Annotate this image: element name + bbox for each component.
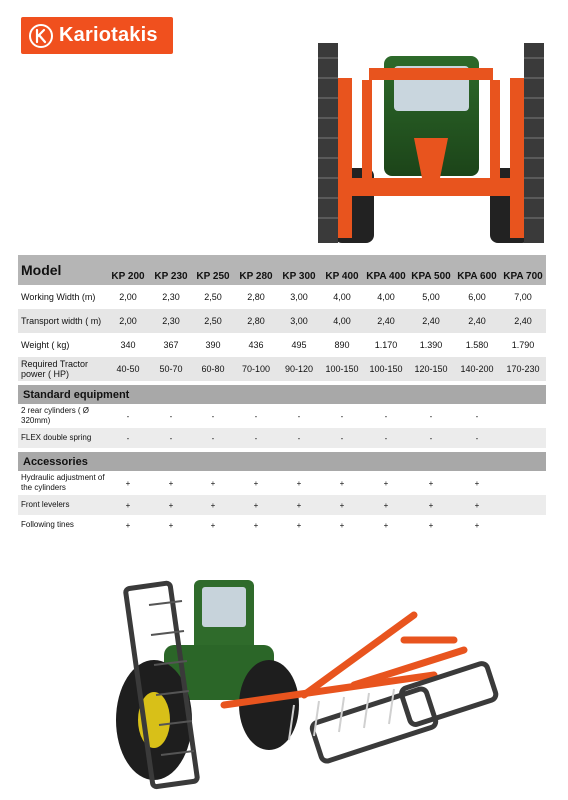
accessory-row-front-levelers: [18, 495, 546, 515]
spec-cell: 2,00: [119, 292, 137, 302]
spec-row-transport-width: [18, 309, 546, 333]
accessory-cell: +: [168, 520, 174, 530]
accessory-cell: +: [210, 478, 216, 488]
equipment-cell: -: [408, 428, 454, 448]
accessory-cell: +: [428, 478, 434, 488]
spec-cell: 2,40: [408, 309, 454, 333]
standard-equipment-header: [18, 385, 546, 404]
model-name: KP 250: [192, 255, 234, 285]
spec-cell: 100-150: [320, 357, 364, 381]
accessory-cell: +: [253, 478, 259, 488]
model-name: KPA 400: [364, 255, 408, 285]
equipment-cell: -: [320, 428, 364, 448]
equipment-cell: [500, 428, 546, 448]
spec-cell: 4,00: [333, 292, 351, 302]
spec-cell: 2,50: [204, 292, 222, 302]
spec-row-working-width: [18, 285, 546, 309]
accessory-cell: +: [364, 495, 408, 515]
spec-cell: 3,00: [290, 292, 308, 302]
accessory-row-following-tines: [18, 515, 546, 535]
spec-row-label: Transport width ( m): [18, 309, 106, 333]
accessory-row-hydraulic-adjustment: [18, 471, 546, 495]
spec-cell: 890: [334, 340, 350, 350]
accessory-row-label: Following tines: [21, 520, 74, 529]
equipment-cell: -: [278, 428, 320, 448]
spec-cell: 6,00: [468, 292, 486, 302]
spec-row-label: Required Tractor power ( HP): [18, 357, 106, 381]
equipment-cell: -: [126, 411, 130, 421]
accessory-cell: +: [296, 478, 302, 488]
spec-cell: 70-100: [234, 357, 278, 381]
accessory-cell: [500, 471, 546, 495]
spec-cell: 140-200: [454, 357, 500, 381]
spec-cell: 2,30: [162, 292, 180, 302]
spec-cell: 60-80: [192, 357, 234, 381]
spec-row-label: Weight ( kg): [21, 340, 70, 350]
equipment-cell: -: [234, 428, 278, 448]
equipment-cell: -: [340, 411, 344, 421]
spec-cell: 7,00: [514, 292, 532, 302]
spec-cell: 50-70: [150, 357, 192, 381]
spec-cell: 1.390: [419, 340, 443, 350]
equipment-cell: -: [297, 411, 301, 421]
spec-cell: 2,40: [500, 309, 546, 333]
spec-cell: 1.790: [511, 340, 535, 350]
model-header-row: [18, 255, 546, 285]
logo-emblem-icon: [29, 24, 53, 48]
spec-cell: 4,00: [377, 292, 395, 302]
equipment-cell: [500, 404, 546, 428]
accessory-cell: +: [125, 520, 131, 530]
spec-cell: 90-120: [278, 357, 320, 381]
spec-cell: 367: [163, 340, 179, 350]
spec-cell: 495: [291, 340, 307, 350]
accessory-cell: +: [296, 520, 302, 530]
spec-row-label: Working Width (m): [21, 292, 96, 302]
model-name: KP 300: [278, 255, 320, 285]
spec-cell: 340: [120, 340, 136, 350]
kariotakis-logo: [21, 17, 173, 54]
equipment-cell: -: [254, 411, 258, 421]
accessory-cell: +: [253, 520, 259, 530]
spec-cell: 2,80: [247, 292, 265, 302]
model-name: KPA 500: [408, 255, 454, 285]
equipment-row-flex-spring: [18, 428, 546, 448]
right-roller-stack: [524, 43, 544, 243]
accessory-cell: +: [320, 495, 364, 515]
equipment-row-label: 2 rear cylinders ( Ø 320mm): [21, 406, 90, 425]
spec-cell: 5,00: [422, 292, 440, 302]
model-name: KPA 600: [454, 255, 500, 285]
equipment-cell: -: [211, 411, 215, 421]
accessory-cell: +: [125, 478, 131, 488]
spec-cell: 2,80: [234, 309, 278, 333]
accessory-cell: +: [339, 520, 345, 530]
left-roller-stack: [318, 43, 338, 243]
equipment-cell: -: [384, 411, 388, 421]
accessory-cell: +: [278, 495, 320, 515]
logo-k-mark: [33, 28, 49, 44]
model-name: KP 400: [320, 255, 364, 285]
accessory-cell: +: [106, 495, 150, 515]
accessory-cell: +: [408, 495, 454, 515]
spec-cell: 40-50: [106, 357, 150, 381]
equipment-cell: -: [150, 428, 192, 448]
spec-cell: 170-230: [500, 357, 546, 381]
accessory-cell: +: [150, 495, 192, 515]
product-photo-side-view: [104, 555, 506, 795]
specifications-table: [18, 255, 546, 535]
model-header-label: Model: [18, 255, 106, 285]
model-name: KPA 700: [500, 255, 546, 285]
spec-row-tractor-power: [18, 357, 546, 381]
product-photo-rear-view: [314, 38, 548, 250]
equipment-cell: -: [169, 411, 173, 421]
equipment-row-rear-cylinders: [18, 404, 546, 428]
accessory-cell: +: [428, 520, 434, 530]
equipment-cell: -: [192, 428, 234, 448]
accessory-cell: +: [383, 478, 389, 488]
accessory-row-label: Hydraulic adjustment of the cylinders: [21, 473, 105, 492]
equipment-cell: -: [106, 428, 150, 448]
equipment-cell: -: [454, 428, 500, 448]
accessory-cell: +: [339, 478, 345, 488]
spec-cell: 2,30: [150, 309, 192, 333]
accessory-cell: +: [192, 495, 234, 515]
spec-cell: 2,40: [454, 309, 500, 333]
accessory-cell: +: [474, 478, 480, 488]
spec-cell: 2,50: [192, 309, 234, 333]
accessory-cell: +: [210, 520, 216, 530]
model-name: KP 230: [150, 255, 192, 285]
section-title: Accessories: [18, 452, 546, 471]
equipment-row-label: FLEX double spring: [18, 428, 106, 448]
spec-cell: 1.580: [465, 340, 489, 350]
section-title: Standard equipment: [18, 385, 546, 404]
accessory-cell: +: [383, 520, 389, 530]
spec-cell: 2,40: [364, 309, 408, 333]
spec-row-weight: [18, 333, 546, 357]
spec-cell: 3,00: [278, 309, 320, 333]
equipment-cell: -: [475, 411, 479, 421]
accessory-row-label: Front levelers: [18, 495, 106, 515]
brand-name: Kariotakis: [59, 24, 158, 46]
equipment-cell: -: [364, 428, 408, 448]
accessory-cell: [500, 495, 546, 515]
accessory-cell: +: [234, 495, 278, 515]
accessory-cell: +: [474, 520, 480, 530]
spec-cell: 1.170: [374, 340, 398, 350]
accessories-header: [18, 452, 546, 471]
model-name: KP 280: [234, 255, 278, 285]
spec-cell: 390: [205, 340, 221, 350]
accessory-cell: +: [168, 478, 174, 488]
model-name: KP 200: [106, 255, 150, 285]
spec-cell: 100-150: [364, 357, 408, 381]
accessory-cell: [500, 515, 546, 535]
spec-cell: 436: [248, 340, 264, 350]
accessory-cell: +: [454, 495, 500, 515]
spec-cell: 120-150: [408, 357, 454, 381]
equipment-cell: -: [429, 411, 433, 421]
cab-window: [202, 587, 246, 627]
spec-cell: 4,00: [320, 309, 364, 333]
spec-cell: 2,00: [106, 309, 150, 333]
